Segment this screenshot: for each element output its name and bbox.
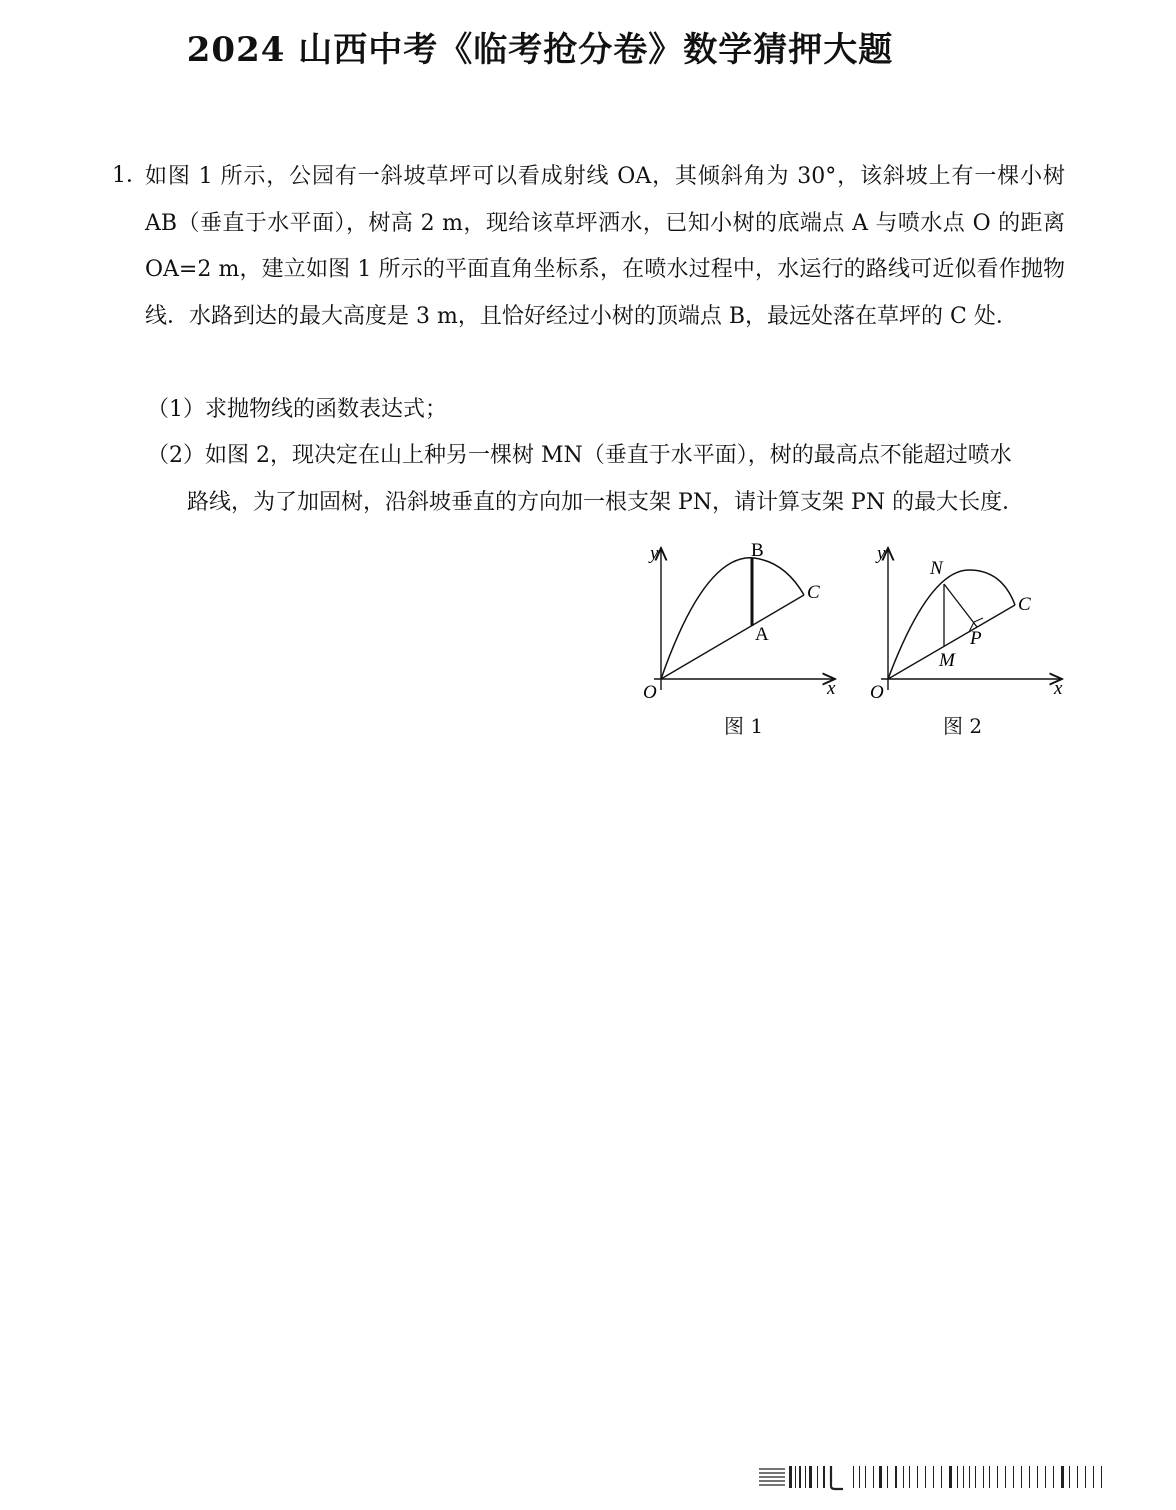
question-body: 如图 1 所示，公园有一斜坡草坪可以看成射线 OA，其倾斜角为 30°，该斜坡上有一棵小树 AB（垂直于水平面），树高 2 m，现给该草坪洒水，已知小树的底端点 A 与喷水点 O 的距离 OA=2 m，建立如图 1 所示的平面直角坐标系，在喷水过程中，水运行的路线可近似看作抛物线．水路到达的最大高度是 3 m，且恰好经过小树的顶端点 B，最远处落在草坪的 C 处． [145, 164, 1065, 329]
label-n: N [930, 558, 943, 579]
slope-line [661, 595, 804, 679]
label-c: C [1018, 594, 1031, 615]
page-title: 2024 山西中考《临考抢分卷》数学猜押大题 [186, 30, 894, 70]
figure-2-caption: 图 2 [943, 714, 983, 738]
label-x: x [1054, 678, 1063, 699]
brace-pn [944, 584, 977, 627]
sub-question-2-line2: 路线，为了加固树，沿斜坡垂直的方向加一根支架 PN，请计算支架 PN 的最大长度． [187, 489, 1025, 515]
sub-question-1: （1）求抛物线的函数表达式； [147, 397, 447, 422]
question-number: 1． [112, 163, 148, 188]
label-c: C [807, 582, 820, 603]
label-o: O [643, 682, 657, 703]
scan-barcode-icon[interactable] [757, 1462, 1127, 1492]
figure-1-caption: 图 1 [724, 714, 764, 738]
label-y: y [877, 543, 886, 564]
label-y: y [650, 543, 659, 564]
sub-question-2-line1: （2）如图 2，现决定在山上种另一棵树 MN（垂直于水平面），树的最高点不能超过喷水 [147, 443, 1012, 468]
label-o: O [870, 682, 884, 703]
sub-question-2 [147, 433, 1065, 526]
label-m: M [939, 650, 955, 671]
figure-2 [857, 540, 1077, 710]
label-b: B [751, 540, 764, 561]
label-x: x [827, 678, 836, 699]
label-p: P [970, 628, 982, 649]
label-a: A [755, 624, 769, 645]
parabola [661, 558, 804, 679]
figure-1 [630, 540, 850, 710]
